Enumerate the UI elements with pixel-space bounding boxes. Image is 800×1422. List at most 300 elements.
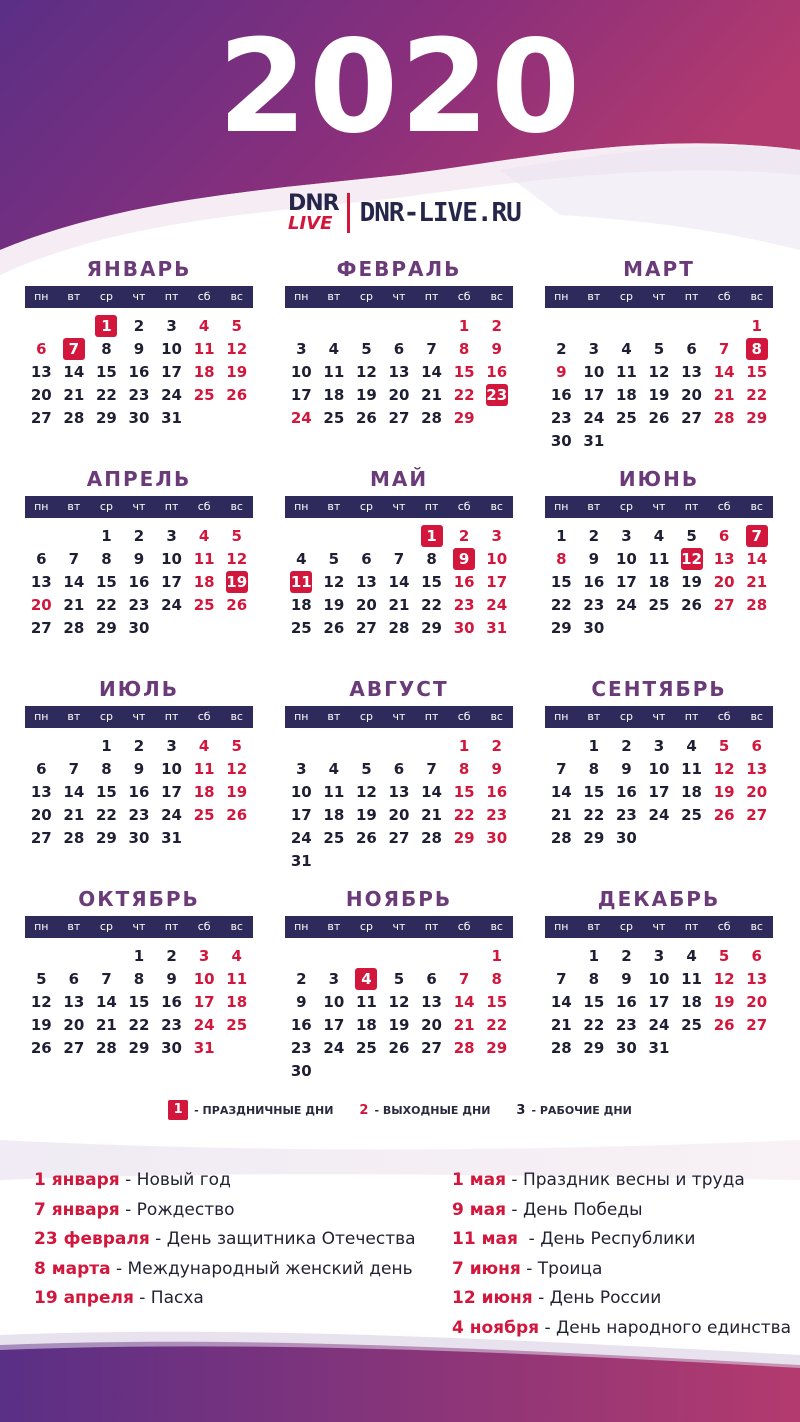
day-weekend: 31 bbox=[486, 619, 508, 637]
day-workday: 9 bbox=[133, 760, 145, 778]
day-workday: 11 bbox=[681, 760, 702, 778]
day-workday: 9 bbox=[621, 760, 632, 778]
day-weekend: 26 bbox=[226, 596, 248, 614]
weekday-label: вс bbox=[750, 290, 763, 303]
weekday-label: ср bbox=[619, 500, 633, 513]
day-workday: 31 bbox=[161, 829, 182, 847]
empty-cell bbox=[318, 315, 351, 338]
day-workday: 13 bbox=[63, 993, 85, 1011]
logo-site-url[interactable]: DNR-LIVE.RU bbox=[359, 198, 521, 228]
day-holiday: 7 bbox=[740, 525, 773, 548]
holiday-date: 12 июня bbox=[452, 1288, 533, 1309]
day-workday: 22 bbox=[128, 1016, 150, 1034]
day-workday: 22 bbox=[95, 596, 117, 614]
day-workday: 8 bbox=[101, 550, 112, 568]
day-weekend: 2 bbox=[491, 737, 502, 755]
month-block bbox=[25, 256, 253, 430]
day-weekend: 5 bbox=[231, 527, 242, 545]
day-weekend: 8 bbox=[491, 970, 502, 988]
day-workday: 24 bbox=[648, 806, 670, 824]
month-title: ИЮНЬ bbox=[618, 467, 700, 491]
day-workday: 9 bbox=[588, 550, 600, 568]
day-workday: 15 bbox=[128, 993, 150, 1011]
day-workday: 4 bbox=[296, 550, 307, 568]
weekday-label: ср bbox=[359, 920, 373, 933]
holiday-name: - Международный женский день bbox=[110, 1258, 413, 1279]
weekday-label: пн bbox=[554, 500, 569, 513]
weekday-label: пн bbox=[34, 710, 49, 723]
day-workday: 18 bbox=[355, 1016, 377, 1034]
day-workday: 28 bbox=[63, 829, 85, 847]
day-workday: 27 bbox=[388, 409, 410, 427]
day-weekend: 2 bbox=[491, 317, 502, 335]
day-workday: 2 bbox=[621, 737, 632, 755]
day-weekend: 6 bbox=[718, 527, 730, 545]
day-workday: 3 bbox=[166, 317, 177, 335]
day-weekend: 28 bbox=[713, 409, 735, 427]
day-weekend: 13 bbox=[746, 970, 768, 988]
weekday-label: вт bbox=[327, 710, 341, 723]
empty-cell bbox=[383, 735, 416, 758]
weekday-label: вт bbox=[67, 290, 81, 303]
month-title: СЕНТЯБРЬ bbox=[591, 677, 727, 701]
day-weekend: 26 bbox=[713, 1016, 735, 1034]
empty-cell bbox=[285, 735, 318, 758]
day-weekend: 12 bbox=[713, 970, 735, 988]
weekday-label: ср bbox=[99, 710, 113, 723]
day-workday: 8 bbox=[101, 760, 112, 778]
day-workday: 20 bbox=[388, 386, 410, 404]
empty-cell bbox=[415, 735, 448, 758]
weekday-label: вт bbox=[327, 500, 341, 513]
day-workday: 13 bbox=[388, 783, 410, 801]
day-weekend: 31 bbox=[193, 1039, 215, 1057]
day-workday: 17 bbox=[323, 1016, 345, 1034]
day-weekend: 16 bbox=[486, 783, 508, 801]
day-workday: 29 bbox=[95, 409, 117, 427]
holiday-item bbox=[452, 1255, 791, 1285]
day-workday: 6 bbox=[68, 970, 80, 988]
day-workday: 2 bbox=[588, 527, 600, 545]
day-workday: 2 bbox=[556, 340, 567, 358]
day-weekend: 30 bbox=[453, 619, 475, 637]
logo-mark bbox=[288, 193, 339, 233]
day-weekend: 27 bbox=[746, 1016, 768, 1034]
day-weekend: 14 bbox=[746, 550, 768, 568]
day-weekend: 21 bbox=[713, 386, 735, 404]
days-grid bbox=[545, 735, 773, 850]
weekday-label: ср bbox=[619, 290, 633, 303]
weekday-label: вс bbox=[490, 920, 503, 933]
weekday-label: пн bbox=[34, 290, 49, 303]
day-workday: 13 bbox=[30, 573, 52, 591]
weekday-label: пт bbox=[164, 710, 179, 723]
weekday-label: вс bbox=[230, 500, 243, 513]
weekday-label: сб bbox=[717, 290, 731, 303]
legend-weekend bbox=[359, 1103, 490, 1118]
day-workday: 21 bbox=[550, 806, 572, 824]
brand-logo[interactable] bbox=[288, 190, 521, 236]
day-workday: 5 bbox=[686, 527, 697, 545]
day-holiday: 1 bbox=[415, 525, 448, 548]
day-workday: 11 bbox=[323, 363, 345, 381]
weekday-label: пт bbox=[164, 920, 179, 933]
day-workday: 13 bbox=[30, 783, 52, 801]
weekday-label: вт bbox=[327, 920, 341, 933]
day-weekend: 3 bbox=[491, 527, 502, 545]
day-workday: 15 bbox=[583, 783, 605, 801]
empty-cell bbox=[383, 525, 416, 548]
holiday-date: 7 июня bbox=[452, 1258, 521, 1279]
day-workday: 23 bbox=[128, 806, 150, 824]
weekday-label: чт bbox=[132, 710, 146, 723]
day-workday: 4 bbox=[621, 340, 632, 358]
day-workday: 30 bbox=[615, 1039, 637, 1057]
month-block bbox=[25, 676, 253, 850]
weekday-label: ср bbox=[359, 500, 373, 513]
day-workday: 20 bbox=[388, 806, 410, 824]
day-weekend: 5 bbox=[718, 947, 730, 965]
day-weekend: 6 bbox=[36, 340, 47, 358]
day-workday: 14 bbox=[63, 573, 85, 591]
weekday-label: ср bbox=[99, 500, 113, 513]
day-weekend: 2 bbox=[458, 527, 470, 545]
day-workday: 5 bbox=[36, 970, 47, 988]
logo-line1: DNR bbox=[288, 191, 339, 216]
day-workday: 28 bbox=[95, 1039, 117, 1057]
day-workday: 29 bbox=[583, 829, 605, 847]
weekday-label: сб bbox=[457, 290, 471, 303]
days-grid bbox=[25, 315, 253, 430]
day-holiday: 7 bbox=[58, 338, 91, 361]
weekday-label: сб bbox=[197, 500, 211, 513]
day-workday: 18 bbox=[323, 386, 345, 404]
day-workday: 11 bbox=[355, 993, 377, 1011]
day-weekend: 14 bbox=[713, 363, 735, 381]
day-workday: 20 bbox=[63, 1016, 85, 1034]
day-weekend: 10 bbox=[486, 550, 508, 568]
holiday-item bbox=[34, 1196, 416, 1226]
weekday-label: сб bbox=[197, 920, 211, 933]
day-workday: 29 bbox=[550, 619, 572, 637]
weekday-label: ср bbox=[619, 920, 633, 933]
day-workday: 3 bbox=[588, 340, 600, 358]
day-weekend: 18 bbox=[193, 363, 215, 381]
day-weekend: 6 bbox=[751, 947, 762, 965]
day-weekend: 25 bbox=[226, 1016, 248, 1034]
day-workday: 22 bbox=[95, 386, 117, 404]
day-workday: 5 bbox=[361, 340, 372, 358]
day-weekend: 10 bbox=[193, 970, 215, 988]
day-workday: 12 bbox=[355, 363, 377, 381]
day-workday: 5 bbox=[328, 550, 340, 568]
weekday-label: пт bbox=[424, 920, 439, 933]
month-title: ОКТЯБРЬ bbox=[78, 887, 200, 911]
day-workday: 27 bbox=[63, 1039, 85, 1057]
weekday-header bbox=[285, 286, 513, 308]
weekday-label: ср bbox=[359, 710, 373, 723]
day-workday: 21 bbox=[421, 806, 442, 824]
day-workday: 16 bbox=[128, 363, 150, 381]
weekday-header bbox=[545, 286, 773, 308]
day-weekend: 8 bbox=[458, 760, 470, 778]
day-workday: 18 bbox=[648, 573, 670, 591]
empty-cell bbox=[545, 945, 578, 968]
day-workday: 5 bbox=[393, 970, 405, 988]
day-workday: 12 bbox=[30, 993, 52, 1011]
day-weekend: 27 bbox=[713, 596, 735, 614]
day-workday: 26 bbox=[648, 409, 670, 427]
holiday-date: 23 февраля bbox=[34, 1229, 150, 1250]
weekday-label: сб bbox=[197, 710, 211, 723]
day-workday: 30 bbox=[583, 619, 605, 637]
weekday-label: вс bbox=[490, 710, 503, 723]
day-workday: 9 bbox=[296, 993, 307, 1011]
day-weekend: 4 bbox=[198, 737, 210, 755]
empty-cell bbox=[448, 945, 481, 968]
empty-cell bbox=[708, 315, 741, 338]
month-block bbox=[285, 256, 513, 430]
weekday-header bbox=[545, 496, 773, 518]
day-weekend: 29 bbox=[453, 409, 475, 427]
day-workday: 2 bbox=[133, 737, 145, 755]
day-workday: 14 bbox=[95, 993, 117, 1011]
weekday-label: вс bbox=[750, 920, 763, 933]
month-block bbox=[285, 466, 513, 640]
day-workday: 10 bbox=[615, 550, 637, 568]
day-weekend: 15 bbox=[453, 783, 475, 801]
day-workday: 15 bbox=[421, 573, 442, 591]
day-workday: 6 bbox=[686, 340, 697, 358]
day-workday: 16 bbox=[290, 1016, 312, 1034]
day-workday: 25 bbox=[648, 596, 670, 614]
day-workday: 11 bbox=[323, 783, 345, 801]
weekday-label: пн bbox=[554, 710, 569, 723]
day-weekend: 11 bbox=[226, 970, 248, 988]
day-workday: 11 bbox=[648, 550, 670, 568]
day-workday: 3 bbox=[296, 340, 307, 358]
empty-cell bbox=[415, 315, 448, 338]
day-weekend: 4 bbox=[198, 317, 210, 335]
day-workday: 3 bbox=[166, 737, 177, 755]
day-workday: 7 bbox=[393, 550, 405, 568]
legend-holiday-text: - ПРАЗДНИЧНЫЕ ДНИ bbox=[194, 1103, 334, 1117]
day-workday: 1 bbox=[133, 947, 145, 965]
day-workday: 13 bbox=[421, 993, 442, 1011]
weekday-label: пн bbox=[554, 290, 569, 303]
day-workday: 15 bbox=[95, 783, 117, 801]
day-workday: 6 bbox=[393, 340, 405, 358]
day-workday: 16 bbox=[615, 993, 637, 1011]
weekday-label: ср bbox=[619, 710, 633, 723]
day-workday: 21 bbox=[63, 386, 85, 404]
day-workday: 11 bbox=[615, 363, 637, 381]
day-workday: 6 bbox=[426, 970, 437, 988]
day-workday: 26 bbox=[355, 829, 377, 847]
days-grid bbox=[285, 735, 513, 873]
weekday-label: ср bbox=[99, 920, 113, 933]
weekday-label: пн bbox=[294, 710, 309, 723]
day-workday: 8 bbox=[101, 340, 112, 358]
day-workday: 16 bbox=[583, 573, 605, 591]
day-weekend: 16 bbox=[453, 573, 475, 591]
day-workday: 17 bbox=[648, 993, 670, 1011]
holiday-name: - Рождество bbox=[119, 1199, 235, 1220]
days-grid bbox=[545, 525, 773, 640]
legend-workday-text: - РАБОЧИЕ ДНИ bbox=[531, 1103, 632, 1117]
day-holiday: 4 bbox=[350, 968, 383, 991]
holiday-item bbox=[452, 1196, 791, 1226]
day-workday: 15 bbox=[95, 363, 117, 381]
weekday-label: вт bbox=[587, 920, 601, 933]
day-holiday: 12 bbox=[681, 550, 702, 568]
day-workday: 22 bbox=[550, 596, 572, 614]
day-workday: 24 bbox=[161, 386, 182, 404]
day-weekend: 12 bbox=[226, 760, 248, 778]
day-workday: 3 bbox=[653, 947, 665, 965]
day-workday: 24 bbox=[161, 596, 182, 614]
day-weekend: 25 bbox=[193, 806, 215, 824]
day-weekend: 5 bbox=[231, 317, 242, 335]
empty-cell bbox=[610, 315, 643, 338]
day-workday: 29 bbox=[95, 619, 117, 637]
day-weekend: 22 bbox=[486, 1016, 508, 1034]
month-title: НОЯБРЬ bbox=[345, 887, 453, 911]
day-workday: 18 bbox=[323, 806, 345, 824]
empty-cell bbox=[675, 315, 708, 338]
weekday-label: сб bbox=[457, 710, 471, 723]
day-workday: 16 bbox=[550, 386, 572, 404]
day-workday: 5 bbox=[653, 340, 665, 358]
day-workday: 10 bbox=[290, 363, 312, 381]
logo-line2: LIVE bbox=[288, 213, 333, 234]
day-weekend: 7 bbox=[458, 970, 470, 988]
day-weekend: 24 bbox=[290, 409, 312, 427]
day-workday: 26 bbox=[681, 596, 702, 614]
day-workday: 10 bbox=[648, 760, 670, 778]
day-weekend: 23 bbox=[453, 596, 475, 614]
day-workday: 17 bbox=[161, 363, 182, 381]
day-weekend: 24 bbox=[486, 596, 508, 614]
day-workday: 19 bbox=[681, 573, 702, 591]
month-block bbox=[25, 466, 253, 640]
weekday-label: сб bbox=[197, 290, 211, 303]
month-block bbox=[545, 886, 773, 1060]
day-workday: 3 bbox=[621, 527, 632, 545]
day-weekend: 8 bbox=[556, 550, 567, 568]
weekday-header bbox=[545, 916, 773, 938]
day-weekend: 18 bbox=[193, 573, 215, 591]
day-weekend: 11 bbox=[193, 340, 215, 358]
day-workday: 13 bbox=[30, 363, 52, 381]
day-weekend: 5 bbox=[718, 737, 730, 755]
days-grid bbox=[285, 945, 513, 1083]
holiday-date: 7 января bbox=[34, 1199, 120, 1220]
day-holiday: 23 bbox=[486, 386, 508, 404]
day-workday: 7 bbox=[101, 970, 112, 988]
day-weekend: 13 bbox=[746, 760, 768, 778]
day-workday: 27 bbox=[355, 619, 377, 637]
day-workday: 21 bbox=[421, 386, 442, 404]
holiday-name: - День народного единства bbox=[539, 1317, 792, 1338]
day-workday: 28 bbox=[421, 409, 442, 427]
weekday-header bbox=[285, 496, 513, 518]
day-workday: 22 bbox=[583, 1016, 605, 1034]
weekday-label: вс bbox=[230, 290, 243, 303]
day-workday: 2 bbox=[621, 947, 632, 965]
day-workday: 29 bbox=[128, 1039, 150, 1057]
day-workday: 13 bbox=[681, 363, 702, 381]
day-workday: 30 bbox=[161, 1039, 182, 1057]
month-title: АПРЕЛЬ bbox=[86, 467, 192, 491]
empty-cell bbox=[415, 945, 448, 968]
weekday-label: вт bbox=[587, 710, 601, 723]
day-weekend: 19 bbox=[713, 783, 735, 801]
day-workday: 20 bbox=[355, 596, 377, 614]
legend-workday bbox=[516, 1103, 631, 1118]
day-workday: 29 bbox=[421, 619, 442, 637]
weekday-label: ср bbox=[99, 290, 113, 303]
day-workday: 10 bbox=[290, 783, 312, 801]
day-workday: 16 bbox=[128, 783, 150, 801]
day-weekend: 29 bbox=[453, 829, 475, 847]
year-title: 2020 bbox=[217, 13, 583, 162]
weekday-label: чт bbox=[392, 290, 406, 303]
day-workday: 2 bbox=[133, 527, 145, 545]
legend-workday-sample: 3 bbox=[516, 1102, 526, 1118]
weekday-label: пн bbox=[34, 920, 49, 933]
weekday-label: пн bbox=[294, 290, 309, 303]
day-weekend: 23 bbox=[486, 806, 508, 824]
day-weekend: 8 bbox=[458, 340, 470, 358]
month-block bbox=[285, 676, 513, 873]
weekday-label: вс bbox=[230, 710, 243, 723]
holiday-name: - День защитника Отечества bbox=[149, 1229, 416, 1250]
day-workday: 26 bbox=[355, 409, 377, 427]
empty-cell bbox=[58, 735, 91, 758]
day-workday: 23 bbox=[161, 1016, 182, 1034]
empty-cell bbox=[285, 525, 318, 548]
days-grid bbox=[285, 525, 513, 640]
day-workday: 23 bbox=[550, 409, 572, 427]
weekday-label: ср bbox=[359, 290, 373, 303]
logo-divider bbox=[347, 193, 350, 233]
day-workday: 29 bbox=[583, 1039, 605, 1057]
day-workday: 21 bbox=[63, 806, 85, 824]
holiday-date: 1 мая bbox=[452, 1170, 507, 1190]
month-title: ЯНВАРЬ bbox=[86, 257, 192, 281]
holiday-name: - Праздник весны и труда bbox=[506, 1170, 745, 1190]
weekday-label: чт bbox=[132, 500, 146, 513]
weekday-label: пн bbox=[554, 920, 569, 933]
day-workday: 1 bbox=[556, 527, 567, 545]
holiday-name: - День России bbox=[532, 1288, 662, 1309]
day-weekend: 9 bbox=[491, 340, 502, 358]
day-workday: 25 bbox=[290, 619, 312, 637]
day-workday: 19 bbox=[323, 596, 345, 614]
day-weekend: 26 bbox=[226, 386, 248, 404]
day-weekend: 1 bbox=[458, 317, 470, 335]
weekday-label: вс bbox=[230, 920, 243, 933]
day-workday: 10 bbox=[583, 363, 605, 381]
weekday-label: сб bbox=[717, 500, 731, 513]
day-workday: 1 bbox=[588, 947, 600, 965]
day-weekend: 22 bbox=[453, 806, 475, 824]
day-workday: 30 bbox=[550, 432, 572, 450]
day-workday: 16 bbox=[128, 573, 150, 591]
holiday-list-left bbox=[34, 1166, 416, 1314]
day-workday: 26 bbox=[30, 1039, 52, 1057]
